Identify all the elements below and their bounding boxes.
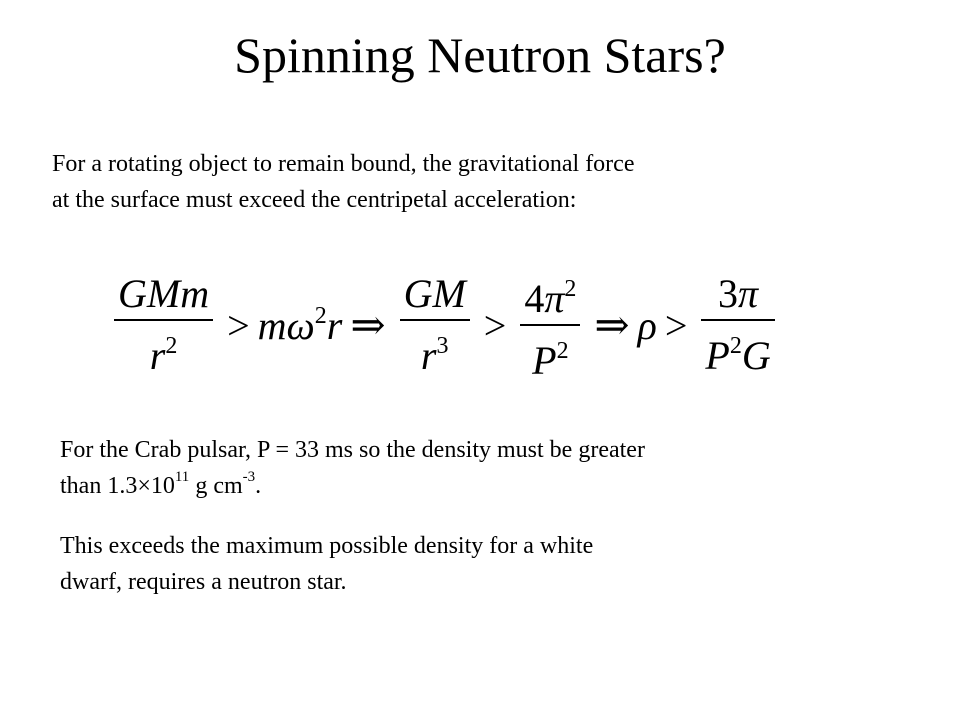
fraction-gm-over-r3 xyxy=(400,271,470,379)
implies-arrow: ⇒ xyxy=(350,303,386,349)
term-base: mω xyxy=(257,302,315,348)
fraction-denominator xyxy=(528,326,572,384)
den-exponent: 2 xyxy=(556,338,569,364)
density-equation xyxy=(108,266,781,384)
exponent-neg3: -3 xyxy=(242,469,256,485)
num-coefficient: 4 xyxy=(524,276,545,321)
den-base: r xyxy=(420,333,437,378)
crab-period: . xyxy=(255,473,262,499)
greater-than-sign: > xyxy=(664,302,688,348)
conclusion-line-2: dwarf, requires a neutron star. xyxy=(60,569,347,595)
fraction-gmm-over-r2 xyxy=(114,271,213,379)
conclusion-paragraph xyxy=(60,528,880,600)
num-exponent: 2 xyxy=(564,276,577,302)
slide-title: Spinning Neutron Stars? xyxy=(234,27,726,83)
intro-line-1: For a rotating object to remain bound, the gravitational force xyxy=(52,151,635,177)
fraction-denominator xyxy=(417,321,453,379)
fraction-numerator: GM xyxy=(403,271,466,316)
fraction-numerator xyxy=(520,266,580,324)
conclusion-line-1: This exceeds the maximum possible density for a white xyxy=(60,533,594,559)
crab-unit: g cm xyxy=(189,473,243,499)
num-coefficient: 3 xyxy=(718,271,739,316)
crab-line-1: For the Crab pulsar, P = 33 ms so the density must be greater xyxy=(60,437,645,463)
den-g: G xyxy=(741,333,771,378)
intro-paragraph xyxy=(52,146,872,218)
fraction-3pi-over-p2g xyxy=(701,271,774,379)
num-symbol: π xyxy=(738,271,759,316)
fraction-numerator xyxy=(714,271,762,319)
centripetal-term xyxy=(258,302,343,349)
term-exponent: 2 xyxy=(314,302,327,329)
intro-line-2: at the surface must exceed the centripetal acceleration: xyxy=(52,187,577,213)
fraction-numerator: GMm xyxy=(118,271,210,316)
fraction-denominator xyxy=(701,321,774,379)
den-exponent: 2 xyxy=(165,333,178,359)
den-exponent: 2 xyxy=(729,333,742,359)
num-symbol: π xyxy=(544,276,565,321)
crab-pulsar-paragraph xyxy=(60,432,880,504)
term-tail: r xyxy=(326,302,343,348)
crab-line-2 xyxy=(60,469,262,499)
density-symbol: ρ xyxy=(637,302,657,348)
exponent-11: 11 xyxy=(174,469,190,485)
den-exponent: 3 xyxy=(436,333,449,359)
den-base: P xyxy=(532,338,557,383)
den-base: P xyxy=(705,333,730,378)
den-base: r xyxy=(149,333,166,378)
greater-than-sign: > xyxy=(483,302,507,348)
fraction-denominator xyxy=(146,321,182,379)
greater-than-sign: > xyxy=(227,302,250,348)
fraction-4pi2-over-p2 xyxy=(520,266,580,384)
implies-arrow: ⇒ xyxy=(594,303,630,349)
crab-value-prefix: than 1.3×10 xyxy=(60,473,175,499)
